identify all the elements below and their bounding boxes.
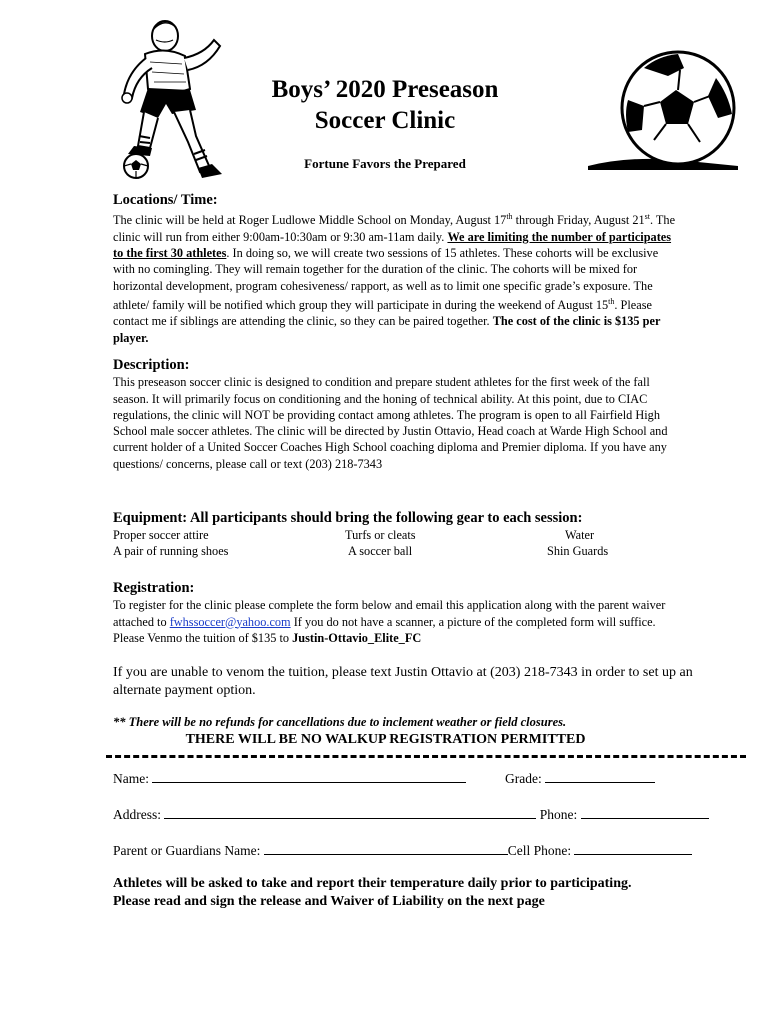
refund-note: ** There will be no refunds for cancellations due to inclement weather or field closures. — [113, 715, 567, 729]
equipment-item: Proper soccer attire — [113, 528, 209, 543]
phone-label: Phone: — [536, 807, 581, 822]
address-field[interactable] — [164, 804, 536, 819]
locations-heading: Locations/ Time: — [113, 192, 218, 208]
registration-heading: Registration: — [113, 580, 195, 596]
waiver-notice: Please read and sign the release and Waiver of Liability on the next page — [113, 894, 545, 909]
description-text: This preseason soccer clinic is designed to condition and prepare student athletes for the first week of the fall season. It will primarily focus on conditioning and the honing of technical ability. At this point, due to CIAC regulations, the clinic will NOT be providing contact among athletes. The program is open to all Fairfield High School male soccer athletes. The clinic will be directed by Justin Ottavio, Head coach at Warde High School and current holder of a United Soccer Coaches High School coaching diploma and Premier diploma. If you have any questions/ concerns, please call or text (203) 218-7343 — [113, 375, 668, 471]
grade-label: Grade: — [505, 771, 546, 786]
temperature-notice: Athletes will be asked to take and report their temperature daily prior to participating. — [113, 876, 632, 891]
phone-field[interactable] — [581, 804, 709, 819]
dashed-divider — [106, 755, 746, 758]
equipment-item: A soccer ball — [348, 544, 413, 559]
equipment-list — [113, 527, 733, 561]
soccer-ball-illustration — [588, 48, 738, 173]
description-section — [113, 357, 683, 472]
equipment-item: Shin Guards — [547, 544, 609, 559]
equipment-item: Water — [565, 528, 595, 543]
equipment-heading: Equipment: All participants should bring the following gear to each session: — [113, 510, 583, 526]
tagline: Fortune Favors the Prepared — [304, 156, 466, 171]
address-label: Address: — [113, 807, 165, 822]
grade-row — [505, 768, 655, 787]
final-notice — [113, 875, 733, 911]
parent-row — [113, 840, 692, 859]
cell-label: Cell Phone: — [507, 843, 575, 858]
locations-text: The clinic will be held at Roger Ludlowe Middle School on Monday, August 17th through Friday, August 21st. The clinic will run from either 9:00am-10:30am or 9:30 am-11am daily. We are limiting the number of participates to the first 30 athletes. In doing so, we will create two sessions of 15 athletes. These cohorts will be exclusive with no comingling. They will remain together for the duration of the clinic. The cohorts will be mixed for horizontal development, program cohesiveness/ rapport, as well as to limit one specific grade’s exposure. The athlete/ family will be notified which group they will participate in during the weekend of August 15th. Please contact me if siblings are attending the clinic, so they can be paired together. The cost of the clinic is $135 per player. — [113, 212, 676, 345]
grade-field[interactable] — [545, 768, 655, 783]
limit-notice: We are limiting the number of participates to the first 30 athletes — [113, 229, 672, 260]
alternate-payment-text: If you are unable to venom the tuition, please text Justin Ottavio at (203) 218-7343 in order to set up an alternate payment option. — [113, 665, 693, 698]
name-label: Name: — [113, 771, 153, 786]
cell-field[interactable] — [574, 840, 692, 855]
walkup-notice: THERE WILL BE NO WALKUP REGISTRATION PERMITTED — [185, 732, 586, 747]
email-link[interactable]: fwhssoccer@yahoo.com — [169, 614, 291, 629]
locations-section — [113, 192, 683, 346]
cost-notice: The cost of the clinic is $135 per player. — [113, 314, 661, 345]
equipment-item: A pair of running shoes — [113, 544, 229, 559]
venmo-handle: Justin-Ottavio_Elite_FC — [292, 630, 422, 645]
description-heading: Description: — [113, 357, 190, 373]
name-field[interactable] — [152, 768, 466, 783]
equipment-section — [113, 510, 733, 561]
page-title: Boys’ 2020 Preseason — [271, 76, 499, 103]
registration-section — [113, 580, 673, 646]
registration-text: To register for the clinic please complete the form below and email this application along with the parent waiver attached to fwhssoccer@yahoo.com If you do not have a scanner, a picture of the completed form will suffice. Please Venmo the tuition of $135 to Justin-Ottavio_Elite_FC — [113, 598, 666, 645]
page-subtitle: Soccer Clinic — [314, 107, 456, 134]
equipment-item: Turfs or cleats — [345, 528, 416, 543]
parent-field[interactable] — [264, 840, 508, 855]
address-row — [113, 804, 709, 823]
name-row — [113, 768, 466, 787]
parent-label: Parent or Guardians Name: — [113, 843, 264, 858]
